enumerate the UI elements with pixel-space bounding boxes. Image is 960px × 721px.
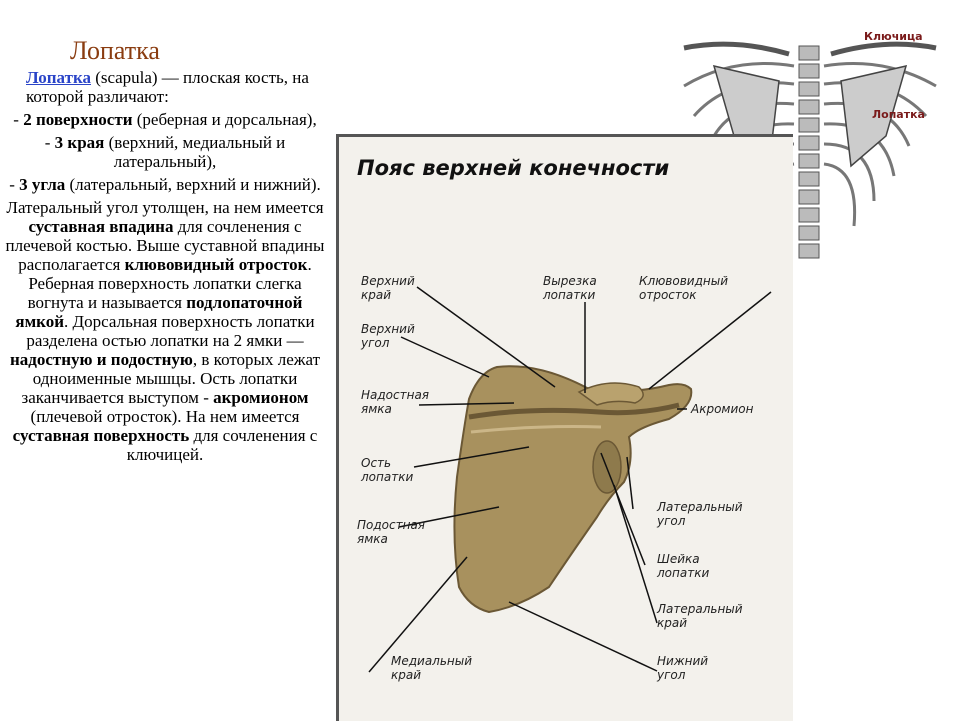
list-item: - 3 угла (латеральный, верхний и нижний). [9,175,321,194]
paragraph-text: . Реберная поверхность лопатки слегка вогнута и называется [27,255,312,312]
bold-term: суставная впадина [28,217,174,236]
bold-term: надостную и подостную [9,350,193,369]
label-coracoid: Клювовидный [639,274,728,288]
paragraph-text: , в которых лежат одноименные мышцы. Ость лопатки заканчивается выступом - [21,350,321,407]
slide-title: Лопатка [70,36,160,65]
paragraph-text: Латеральный угол утолщен, на нем имеется [6,198,324,217]
text-column [4,68,326,468]
bold-term: суставная поверхность [12,426,190,445]
skeleton-label-clavicle: Ключица [864,30,923,43]
svg-text:край: край [361,288,392,302]
label-neck: Шейка [657,552,700,566]
scapula-diagram [339,137,793,721]
svg-text:ямка: ямка [357,532,388,546]
svg-text:лопатки: лопатки [361,470,414,484]
description-paragraph [4,198,326,464]
paragraph-text: для сочленения с ключицей. [126,426,318,464]
intro-text: (scapula) — плоская кость, на которой различают: [26,68,309,106]
label-lower-angle: Нижний [657,654,709,668]
list-item: - 2 поверхности (реберная и дорсальная), [13,110,317,129]
label-spine: Ость [361,456,392,470]
svg-text:лопатки: лопатки [543,288,596,302]
intro-paragraph [4,68,326,106]
list-item: - 3 края (верхний, медиальный и латеральный), [44,133,286,171]
label-supraspinous: Надостная [361,388,430,402]
bold-term: подлопаточной ямкой [15,293,303,331]
label-lateral-angle: Латеральный [657,500,743,514]
paragraph-text: (плечевой отросток). На нем имеется [30,407,300,426]
svg-text:край: край [657,616,688,630]
list-item-bold: 3 угла [19,175,66,194]
list-item-bold: 3 края [54,133,105,152]
svg-text:край: край [391,668,422,682]
label-medial-edge: Медиальный [391,654,473,668]
svg-text:лопатки: лопатки [657,566,710,580]
paragraph-text: . Дорсальная поверхность лопатки разделена остью лопатки на 2 ямки — [26,312,315,350]
scapula-figure [336,134,793,721]
svg-text:угол: угол [657,514,686,528]
svg-text:отросток: отросток [639,288,697,302]
bold-term: акромионом [213,388,309,407]
figure-heading: Пояс верхней конечности [357,156,670,180]
bold-term: клювовидный отросток [124,255,308,274]
svg-text:ямка: ямка [361,402,392,416]
label-upper-edge: Верхний [361,274,415,288]
label-upper-angle: Верхний [361,322,415,336]
skeleton-label-scapula: Лопатка [872,108,925,121]
label-infraspinous: Подостная [357,518,426,532]
svg-text:угол: угол [361,336,390,350]
label-acromion: Акромион [691,402,754,416]
label-scapular-notch: Вырезка [543,274,597,288]
scapula-link[interactable]: Лопатка [26,68,91,87]
paragraph-text: для сочленения с плечевой костью. Выше суставной впадины располагается [5,217,325,274]
label-lateral-edge: Латеральный [657,602,743,616]
list-item-bold: 2 поверхности [23,110,133,129]
svg-text:угол: угол [657,668,686,682]
